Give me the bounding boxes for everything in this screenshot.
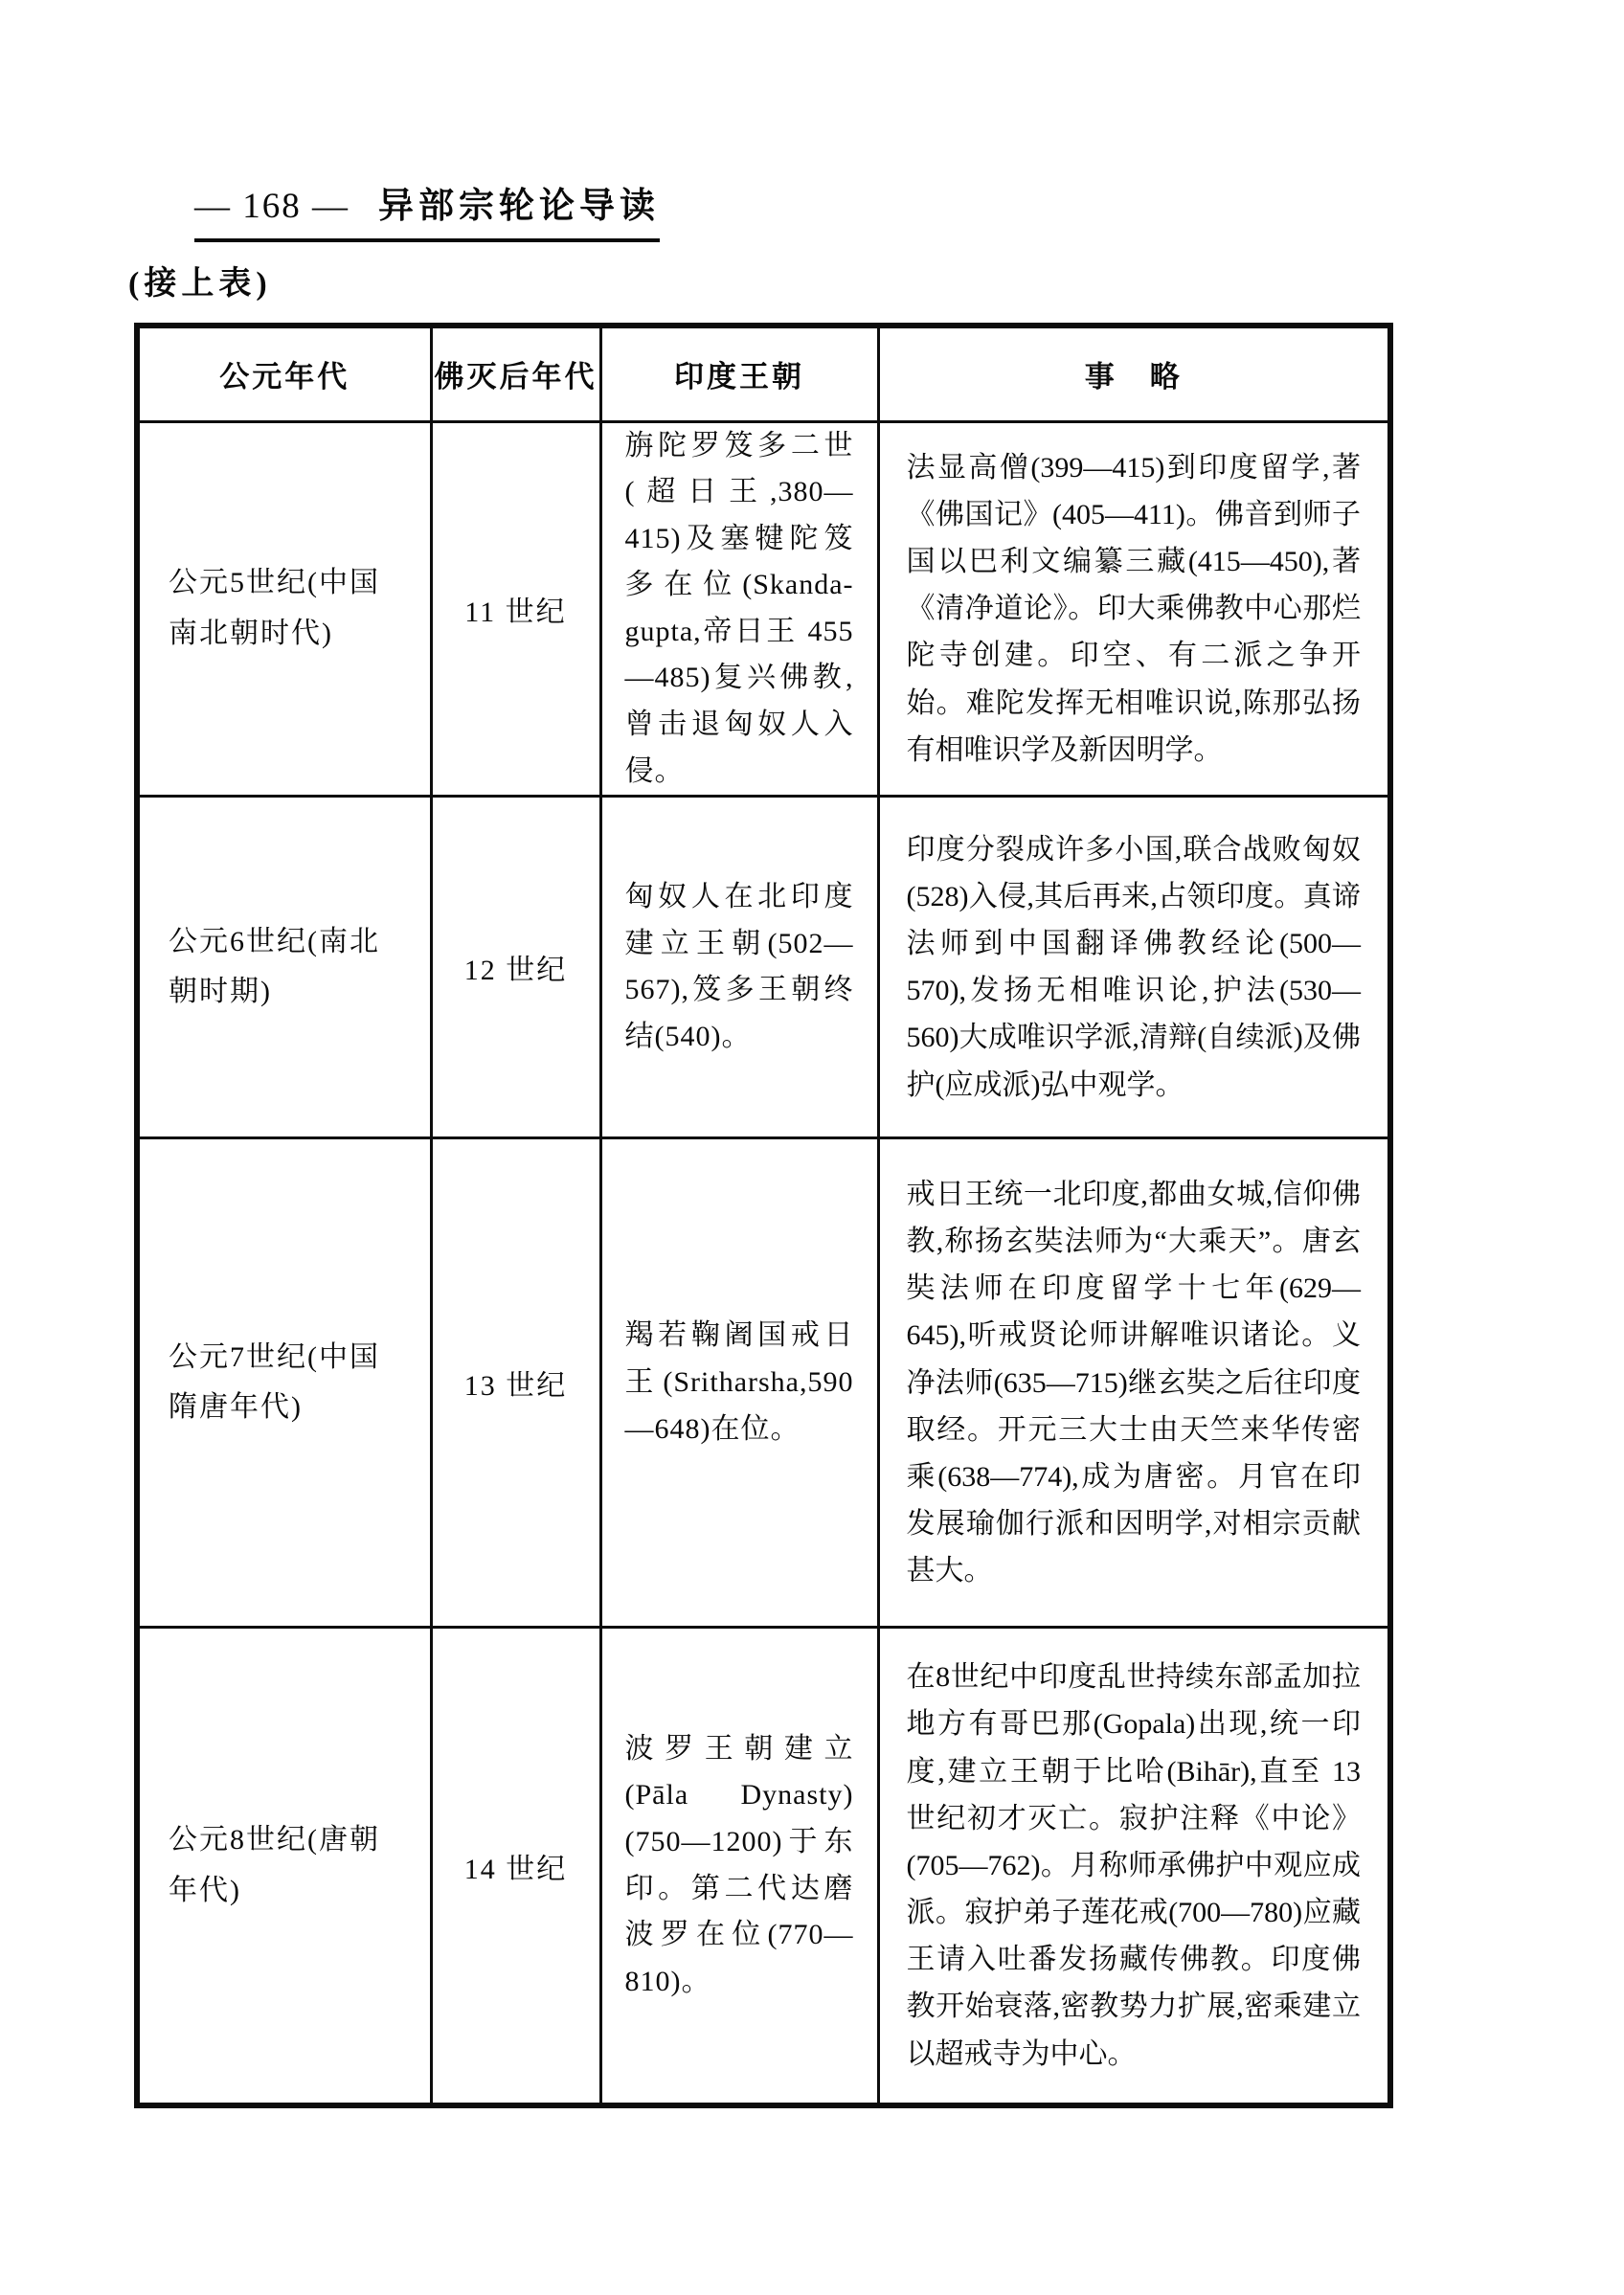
table-row	[137, 421, 1390, 797]
col-header-indian-dynasty: 印度王朝	[600, 326, 878, 421]
cell-ce-era: 公元6世纪(南北朝时期)	[137, 797, 431, 1138]
cell-indian-dynasty: 波罗王朝建立 (Pāla Dynasty) (750—1200)于东印。第二代达磨波罗在位(770—810)。	[600, 1628, 878, 2105]
book-title: 异部宗轮论导读	[378, 187, 660, 226]
col-header-ce-era: 公元年代	[137, 326, 431, 421]
cell-events: 法显高僧(399—415)到印度留学,著《佛国记》(405—411)。佛音到师子国以巴利文编纂三藏(415—450),著《清净道论》。印大乘佛教中心那烂陀寺创建。印空、有二派之争开始。难陀发挥无相唯识说,陈那弘扬有相唯识学及新因明学。	[878, 421, 1390, 797]
table-row	[137, 1628, 1390, 2105]
table-header-row	[137, 326, 1390, 421]
cell-indian-dynasty: 羯若鞠阇国戒日王 (Sritharsha,590—648)在位。	[600, 1138, 878, 1628]
page-header	[194, 188, 660, 242]
col-header-events: 事 略	[878, 326, 1390, 421]
table-row	[137, 1138, 1390, 1628]
cell-events: 在8世纪中印度乱世持续东部孟加拉地方有哥巴那(Gopala)出现,统一印度,建立王朝于比哈(Bihār),直至 13 世纪初才灭亡。寂护注释《中论》(705—762)。月称师承佛护中观应成派。寂护弟子莲花戒(700—780)应藏王请入吐番发扬藏传佛教。印度佛教开始衰落,密教势力扩展,密乘建立以超戒寺为中心。	[878, 1628, 1390, 2105]
cell-events: 印度分裂成许多小国,联合战败匈奴(528)入侵,其后再来,占领印度。真谛法师到中国翻译佛教经论(500—570),发扬无相唯识论,护法(530—560)大成唯识学派,清辩(自续派)及佛护(应成派)弘中观学。	[878, 797, 1390, 1138]
cell-after-nirvana-era: 13 世纪	[431, 1138, 600, 1628]
page-number: — 168 —	[194, 187, 350, 226]
cell-ce-era: 公元7世纪(中国隋唐年代)	[137, 1138, 431, 1628]
cell-ce-era: 公元5世纪(中国南北朝时代)	[137, 421, 431, 797]
cell-events: 戒日王统一北印度,都曲女城,信仰佛教,称扬玄奘法师为“大乘天”。唐玄奘法师在印度留学十七年(629—645),听戒贤论师讲解唯识诸论。义净法师(635—715)继玄奘之后往印度取经。开元三大士由天竺来华传密乘(638—774),成为唐密。月官在印发展瑜伽行派和因明学,对相宗贡献甚大。	[878, 1138, 1390, 1628]
col-header-after-nirvana-era: 佛灭后年代	[431, 326, 600, 421]
chronology-table	[134, 323, 1393, 2108]
cell-after-nirvana-era: 11 世纪	[431, 421, 600, 797]
table-row	[137, 797, 1390, 1138]
cell-indian-dynasty: 匈奴人在北印度建立王朝(502—567),笈多王朝终结(540)。	[600, 797, 878, 1138]
cell-after-nirvana-era: 14 世纪	[431, 1628, 600, 2105]
cell-indian-dynasty: 旃陀罗笈多二世(超日王,380—415)及塞犍陀笈多在位(Skanda-gupta,帝日王 455—485)复兴佛教,曾击退匈奴人入侵。	[600, 421, 878, 797]
cell-ce-era: 公元8世纪(唐朝年代)	[137, 1628, 431, 2105]
cell-after-nirvana-era: 12 世纪	[431, 797, 600, 1138]
continuation-note: (接上表)	[128, 266, 272, 302]
